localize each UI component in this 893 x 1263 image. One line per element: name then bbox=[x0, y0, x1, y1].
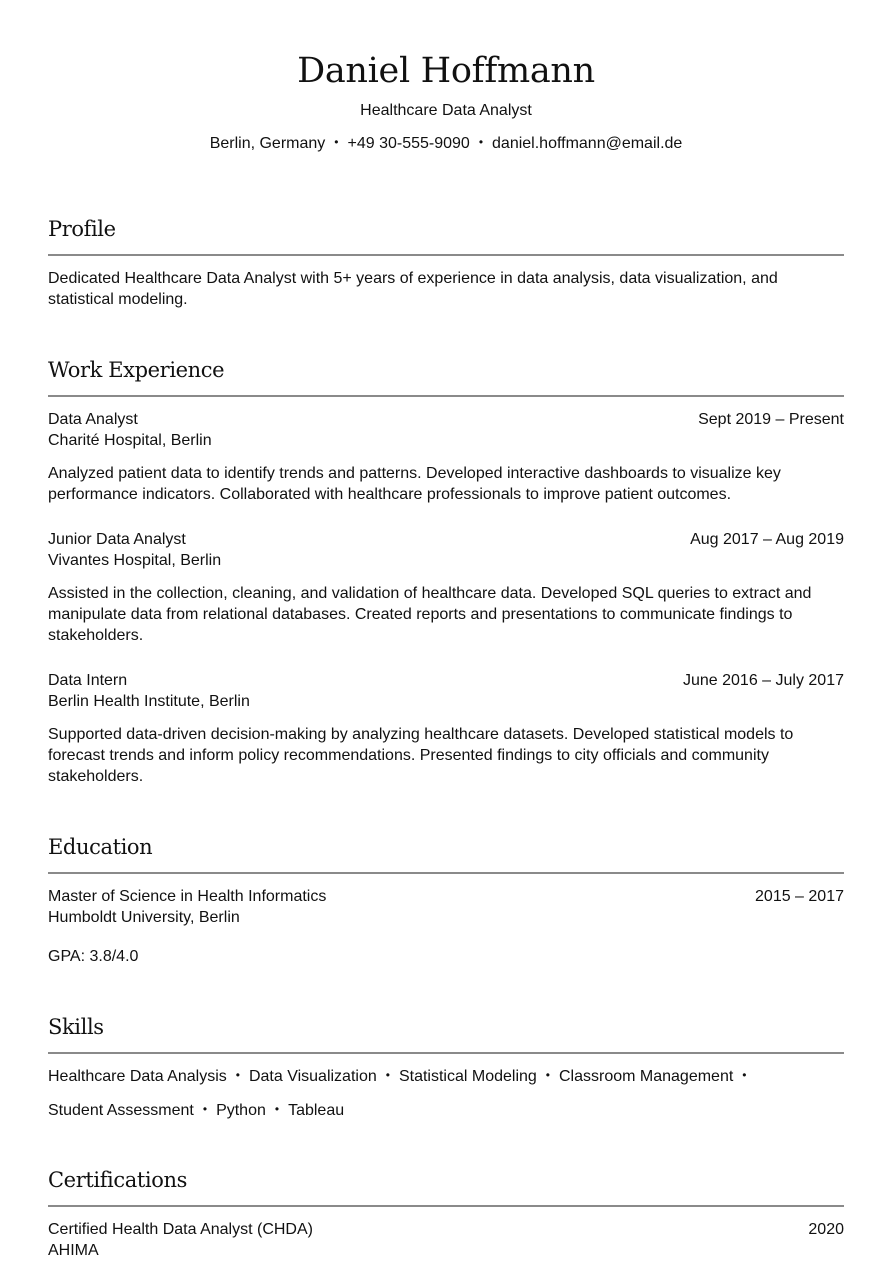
job-title: Data Analyst bbox=[48, 411, 138, 428]
job-organization: Berlin Health Institute, Berlin bbox=[48, 693, 250, 710]
school-name: Humboldt University, Berlin bbox=[48, 909, 240, 926]
job-title: Data Intern bbox=[48, 672, 128, 689]
profile-text-line: statistical modeling. bbox=[48, 291, 188, 308]
job-description bbox=[48, 463, 844, 505]
candidate-headline: Healthcare Data Analyst bbox=[360, 102, 532, 119]
section-education bbox=[48, 834, 844, 967]
section-title-profile: Profile bbox=[48, 217, 116, 241]
section-certifications bbox=[48, 1167, 844, 1261]
job-organization: Vivantes Hospital, Berlin bbox=[48, 552, 222, 569]
section-divider bbox=[48, 254, 844, 256]
separator-dot-icon: • bbox=[334, 135, 339, 149]
job-description-line: stakeholders. bbox=[48, 768, 144, 785]
education-entry bbox=[48, 886, 844, 967]
section-title-education: Education bbox=[48, 835, 153, 859]
job-dates: June 2016 – July 2017 bbox=[682, 672, 844, 689]
profile-summary bbox=[48, 268, 844, 310]
job-description-line: Analyzed patient data to identify trends and patterns. Developed interactive dashboards to visualize key bbox=[48, 465, 781, 482]
gpa: GPA: 3.8/4.0 bbox=[48, 948, 139, 965]
work-entry bbox=[48, 670, 844, 787]
section-title-certifications: Certifications bbox=[48, 1168, 187, 1192]
job-description-line: manipulate data from relational databases. Created reports and presentations to communicate findings to bbox=[48, 606, 793, 623]
work-entry bbox=[48, 529, 844, 646]
separator-dot-icon: • bbox=[202, 1102, 208, 1116]
contact-line bbox=[48, 134, 844, 154]
contact-phone: +49 30-555-9090 bbox=[347, 135, 470, 152]
section-title-work: Work Experience bbox=[48, 358, 225, 382]
certification-issuer: AHIMA bbox=[48, 1242, 99, 1259]
certification-entry bbox=[48, 1219, 844, 1261]
section-title-skills: Skills bbox=[48, 1015, 104, 1039]
job-description-line: performance indicators. Collaborated with healthcare professionals to improve patient outcomes. bbox=[48, 486, 732, 503]
profile-text-line: Dedicated Healthcare Data Analyst with 5+ years of experience in data analysis, data visualization, and bbox=[48, 270, 778, 287]
section-divider bbox=[48, 395, 844, 397]
skill-item: Statistical Modeling bbox=[398, 1068, 537, 1085]
skill-item: Tableau bbox=[288, 1102, 345, 1119]
contact-location: Berlin, Germany bbox=[209, 135, 326, 152]
job-dates: Sept 2019 – Present bbox=[698, 411, 844, 428]
skills-list-line bbox=[48, 1066, 844, 1088]
separator-dot-icon: • bbox=[545, 1068, 550, 1082]
job-description-line: forecast trends and inform policy recommendations. Presented findings to city officials and community bbox=[48, 747, 769, 764]
separator-dot-icon: • bbox=[385, 1068, 390, 1082]
job-description bbox=[48, 724, 844, 787]
skill-item: Student Assessment bbox=[48, 1102, 194, 1119]
skill-item: Data Visualization bbox=[248, 1068, 377, 1085]
resume-page bbox=[48, 0, 844, 1259]
skills-list-line bbox=[48, 1100, 844, 1122]
candidate-name: Daniel Hoffmann bbox=[297, 51, 595, 91]
separator-dot-icon: • bbox=[235, 1068, 240, 1082]
separator-dot-icon: • bbox=[274, 1102, 280, 1116]
section-work-experience bbox=[48, 357, 844, 787]
separator-dot-icon: • bbox=[742, 1068, 747, 1082]
separator-dot-icon: • bbox=[478, 135, 484, 149]
section-skills bbox=[48, 1014, 844, 1122]
job-description-line: Assisted in the collection, cleaning, and validation of healthcare data. Developed SQL queries to extract and bbox=[48, 585, 812, 602]
skill-item: Healthcare Data Analysis bbox=[48, 1068, 227, 1085]
section-divider bbox=[48, 1052, 844, 1054]
work-entry bbox=[48, 409, 844, 505]
contact-email[interactable]: daniel.hoffmann@email.de bbox=[492, 135, 683, 152]
education-dates: 2015 – 2017 bbox=[755, 888, 844, 905]
skill-item: Python bbox=[216, 1102, 266, 1119]
job-description-line: stakeholders. bbox=[48, 627, 144, 644]
certification-year: 2020 bbox=[808, 1221, 844, 1238]
section-profile bbox=[48, 216, 844, 310]
degree-title: Master of Science in Health Informatics bbox=[48, 888, 327, 905]
job-description bbox=[48, 583, 844, 646]
certification-name: Certified Health Data Analyst (CHDA) bbox=[48, 1221, 313, 1238]
job-description-line: Supported data-driven decision-making by analyzing healthcare datasets. Developed statistical models to bbox=[48, 726, 794, 743]
job-organization: Charité Hospital, Berlin bbox=[48, 432, 212, 449]
section-divider bbox=[48, 872, 844, 874]
section-divider bbox=[48, 1205, 844, 1207]
skill-item: Classroom Management bbox=[559, 1068, 734, 1085]
job-dates: Aug 2017 – Aug 2019 bbox=[690, 531, 844, 548]
resume-header bbox=[48, 0, 844, 154]
job-title: Junior Data Analyst bbox=[48, 531, 186, 548]
